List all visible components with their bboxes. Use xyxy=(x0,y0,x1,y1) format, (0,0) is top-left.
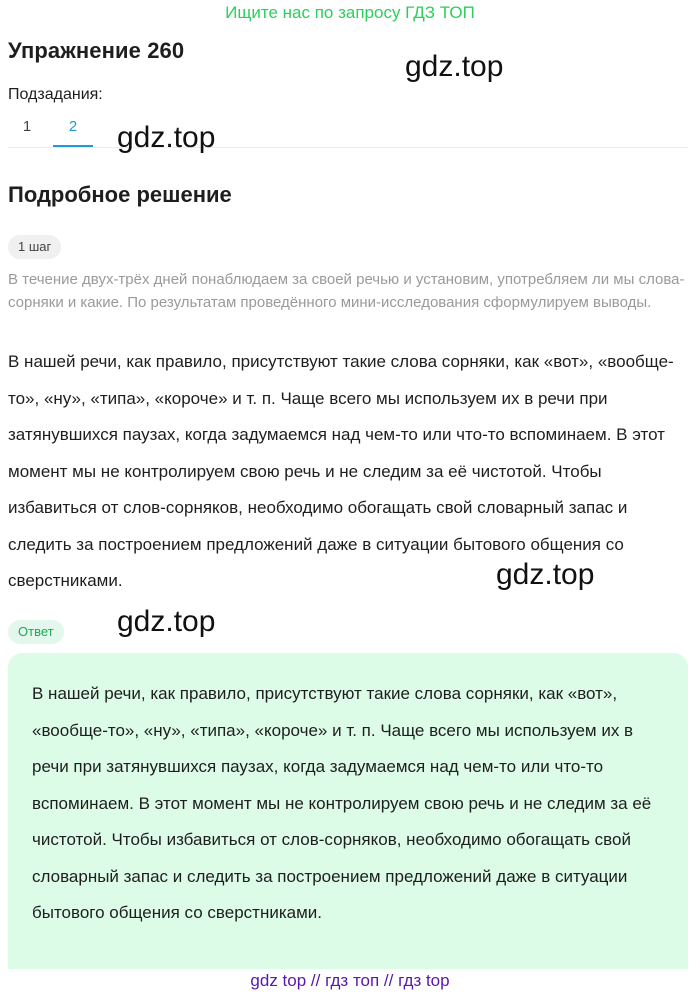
divider xyxy=(8,147,688,148)
watermark: gdz.top xyxy=(405,50,504,83)
answer-badge: Ответ xyxy=(8,620,64,644)
subtasks-label: Подзадания: xyxy=(8,86,103,103)
promo-banner: Ищите нас по запросу ГДЗ ТОП xyxy=(225,3,475,22)
footer-links: gdz top // гдз топ // гдз top xyxy=(250,971,450,990)
step-badge: 1 шаг xyxy=(8,235,61,259)
watermark: gdz.top xyxy=(117,121,216,154)
watermark: gdz.top xyxy=(117,605,216,638)
answer-box xyxy=(8,653,688,969)
step-hint: В течение двух-трёх дней понаблюдаем за своей речью и установим, употребляем ли мы слова-сорняки и какие. По результатам проведённого мини-исследования сформулируем выводы. xyxy=(8,271,685,311)
solution-text: В нашей речи, как правило, присутствуют такие слова сорняки, как «вот», «вообще-то», «ну», «типа», «короче» и т. п. Чаще всего мы используем их в речи при затянувшихся паузах, когда задумаемся над чем-то или что-то вспоминаем. В этот момент мы не контролируем свою речь и не следим за её чистотой. Чтобы избавиться от слов-сорняков, необходимо обогащать свой словарный запас и следить за построением предложений даже в ситуации бытового общения со сверстниками. xyxy=(8,352,674,590)
solution-title: Подробное решение xyxy=(8,182,232,207)
page-title: Упражнение 260 xyxy=(8,38,185,63)
watermark: gdz.top xyxy=(496,558,595,591)
subtask-tab-2[interactable]: 2 xyxy=(68,118,78,135)
answer-text: В нашей речи, как правило, присутствуют такие слова сорняки, как «вот», «вообще-то», «ну», «типа», «короче» и т. п. Чаще всего мы используем их в речи при затянувшихся паузах, когда задумаемся над чем-то или что-то вспоминаем. В этот момент мы не контролируем свою речь и не следим за её чистотой. Чтобы избавиться от слов-сорняков, необходимо обогащать свой словарный запас и следить за построением предложений даже в ситуации бытового общения со сверстниками. xyxy=(32,684,652,922)
subtask-tab-1[interactable]: 1 xyxy=(22,118,32,135)
